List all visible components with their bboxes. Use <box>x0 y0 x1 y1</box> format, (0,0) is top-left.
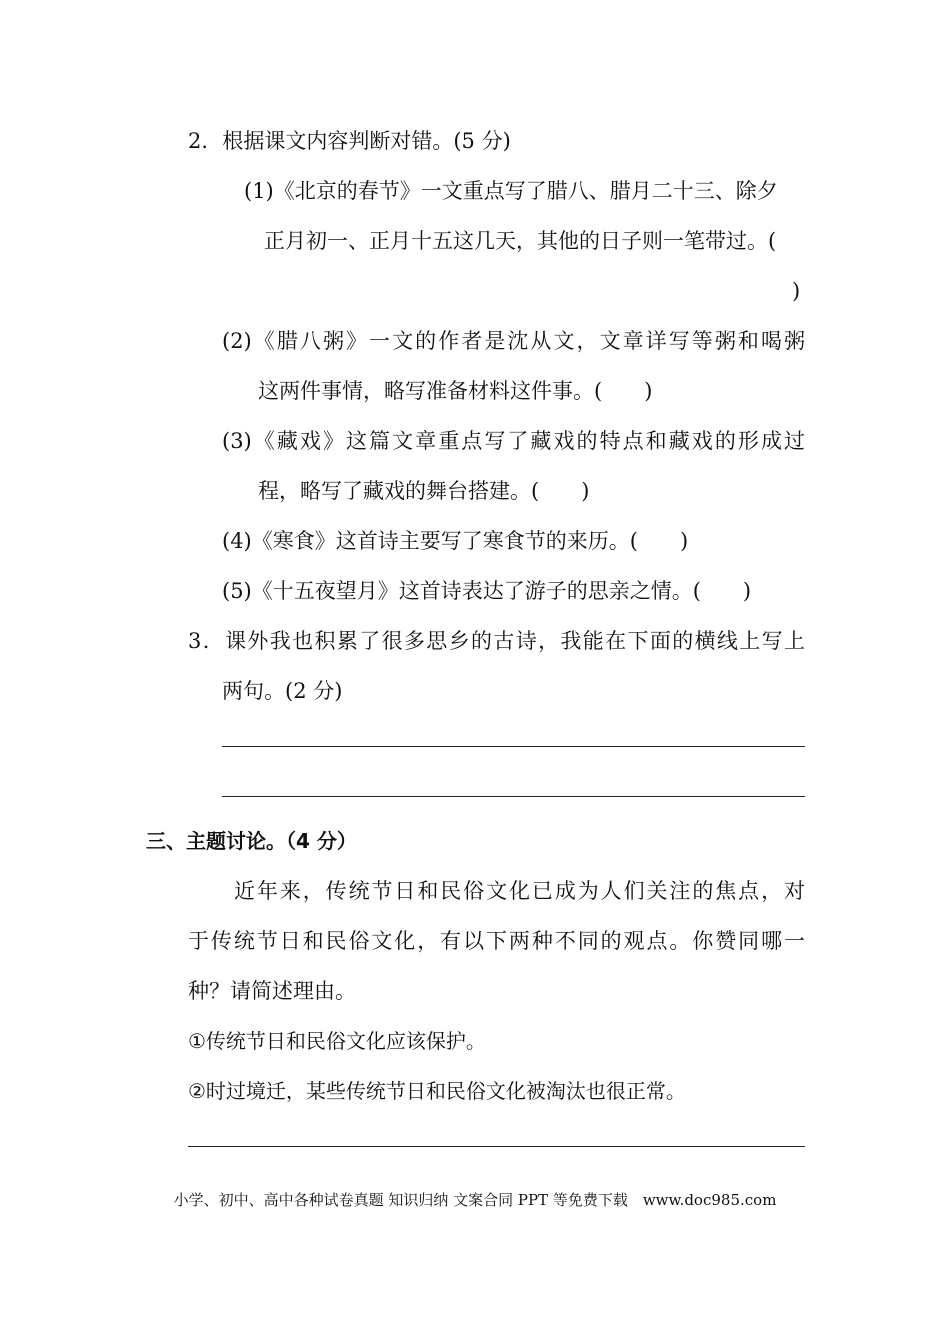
q3-answer-line-2[interactable] <box>222 796 805 797</box>
section3-para-line3: 种？请简述理由。 <box>188 979 356 1003</box>
q2-item-5: (5)《十五夜望月》这首诗表达了游子的思亲之情。( ) <box>222 579 752 603</box>
section3-para-line1: 近年来，传统节日和民俗文化已成为人们关注的焦点，对 <box>234 879 805 903</box>
q3-line2: 两句。(2 分) <box>222 679 343 703</box>
q2-item-1-line2: 正月初一、正月十五这几天，其他的日子则一笔带过。( <box>264 229 777 253</box>
q2-item-4: (4)《寒食》这首诗主要写了寒食节的来历。( ) <box>222 529 689 553</box>
section3-option-2: ②时过境迁，某些传统节日和民俗文化被淘汰也很正常。 <box>188 1079 686 1103</box>
q3-line1: 3．课外我也积累了很多思乡的古诗，我能在下面的横线上写上 <box>188 629 805 653</box>
q2-item-1-line1: (1)《北京的春节》一文重点写了腊八、腊月二十三、除夕 <box>244 179 778 203</box>
q2-item-1-line3: ) <box>792 279 801 303</box>
section3-option-1: ①传统节日和民俗文化应该保护。 <box>188 1029 486 1053</box>
q2-item-2-line1: (2)《腊八粥》一文的作者是沈从文，文章详写等粥和喝粥 <box>222 329 805 353</box>
q2-item-2-line2: 这两件事情，略写准备材料这件事。( ) <box>258 379 653 403</box>
q2-item-3-line2: 程，略写了藏戏的舞台搭建。( ) <box>258 479 590 503</box>
section3-para-line2: 于传统节日和民俗文化，有以下两种不同的观点。你赞同哪一 <box>188 929 805 953</box>
section3-heading: 三、主题讨论。（4 分） <box>146 829 357 853</box>
page-footer: 小学、初中、高中各种试卷真题 知识归纳 文案合同 PPT 等免费下载 www.doc985.com <box>173 1191 777 1209</box>
section3-answer-line[interactable] <box>188 1146 805 1147</box>
q3-answer-line-1[interactable] <box>222 746 805 747</box>
q2-title: 2．根据课文内容判断对错。(5 分) <box>188 129 511 153</box>
q2-item-3-line1: (3)《藏戏》这篇文章重点写了藏戏的特点和藏戏的形成过 <box>222 429 805 453</box>
